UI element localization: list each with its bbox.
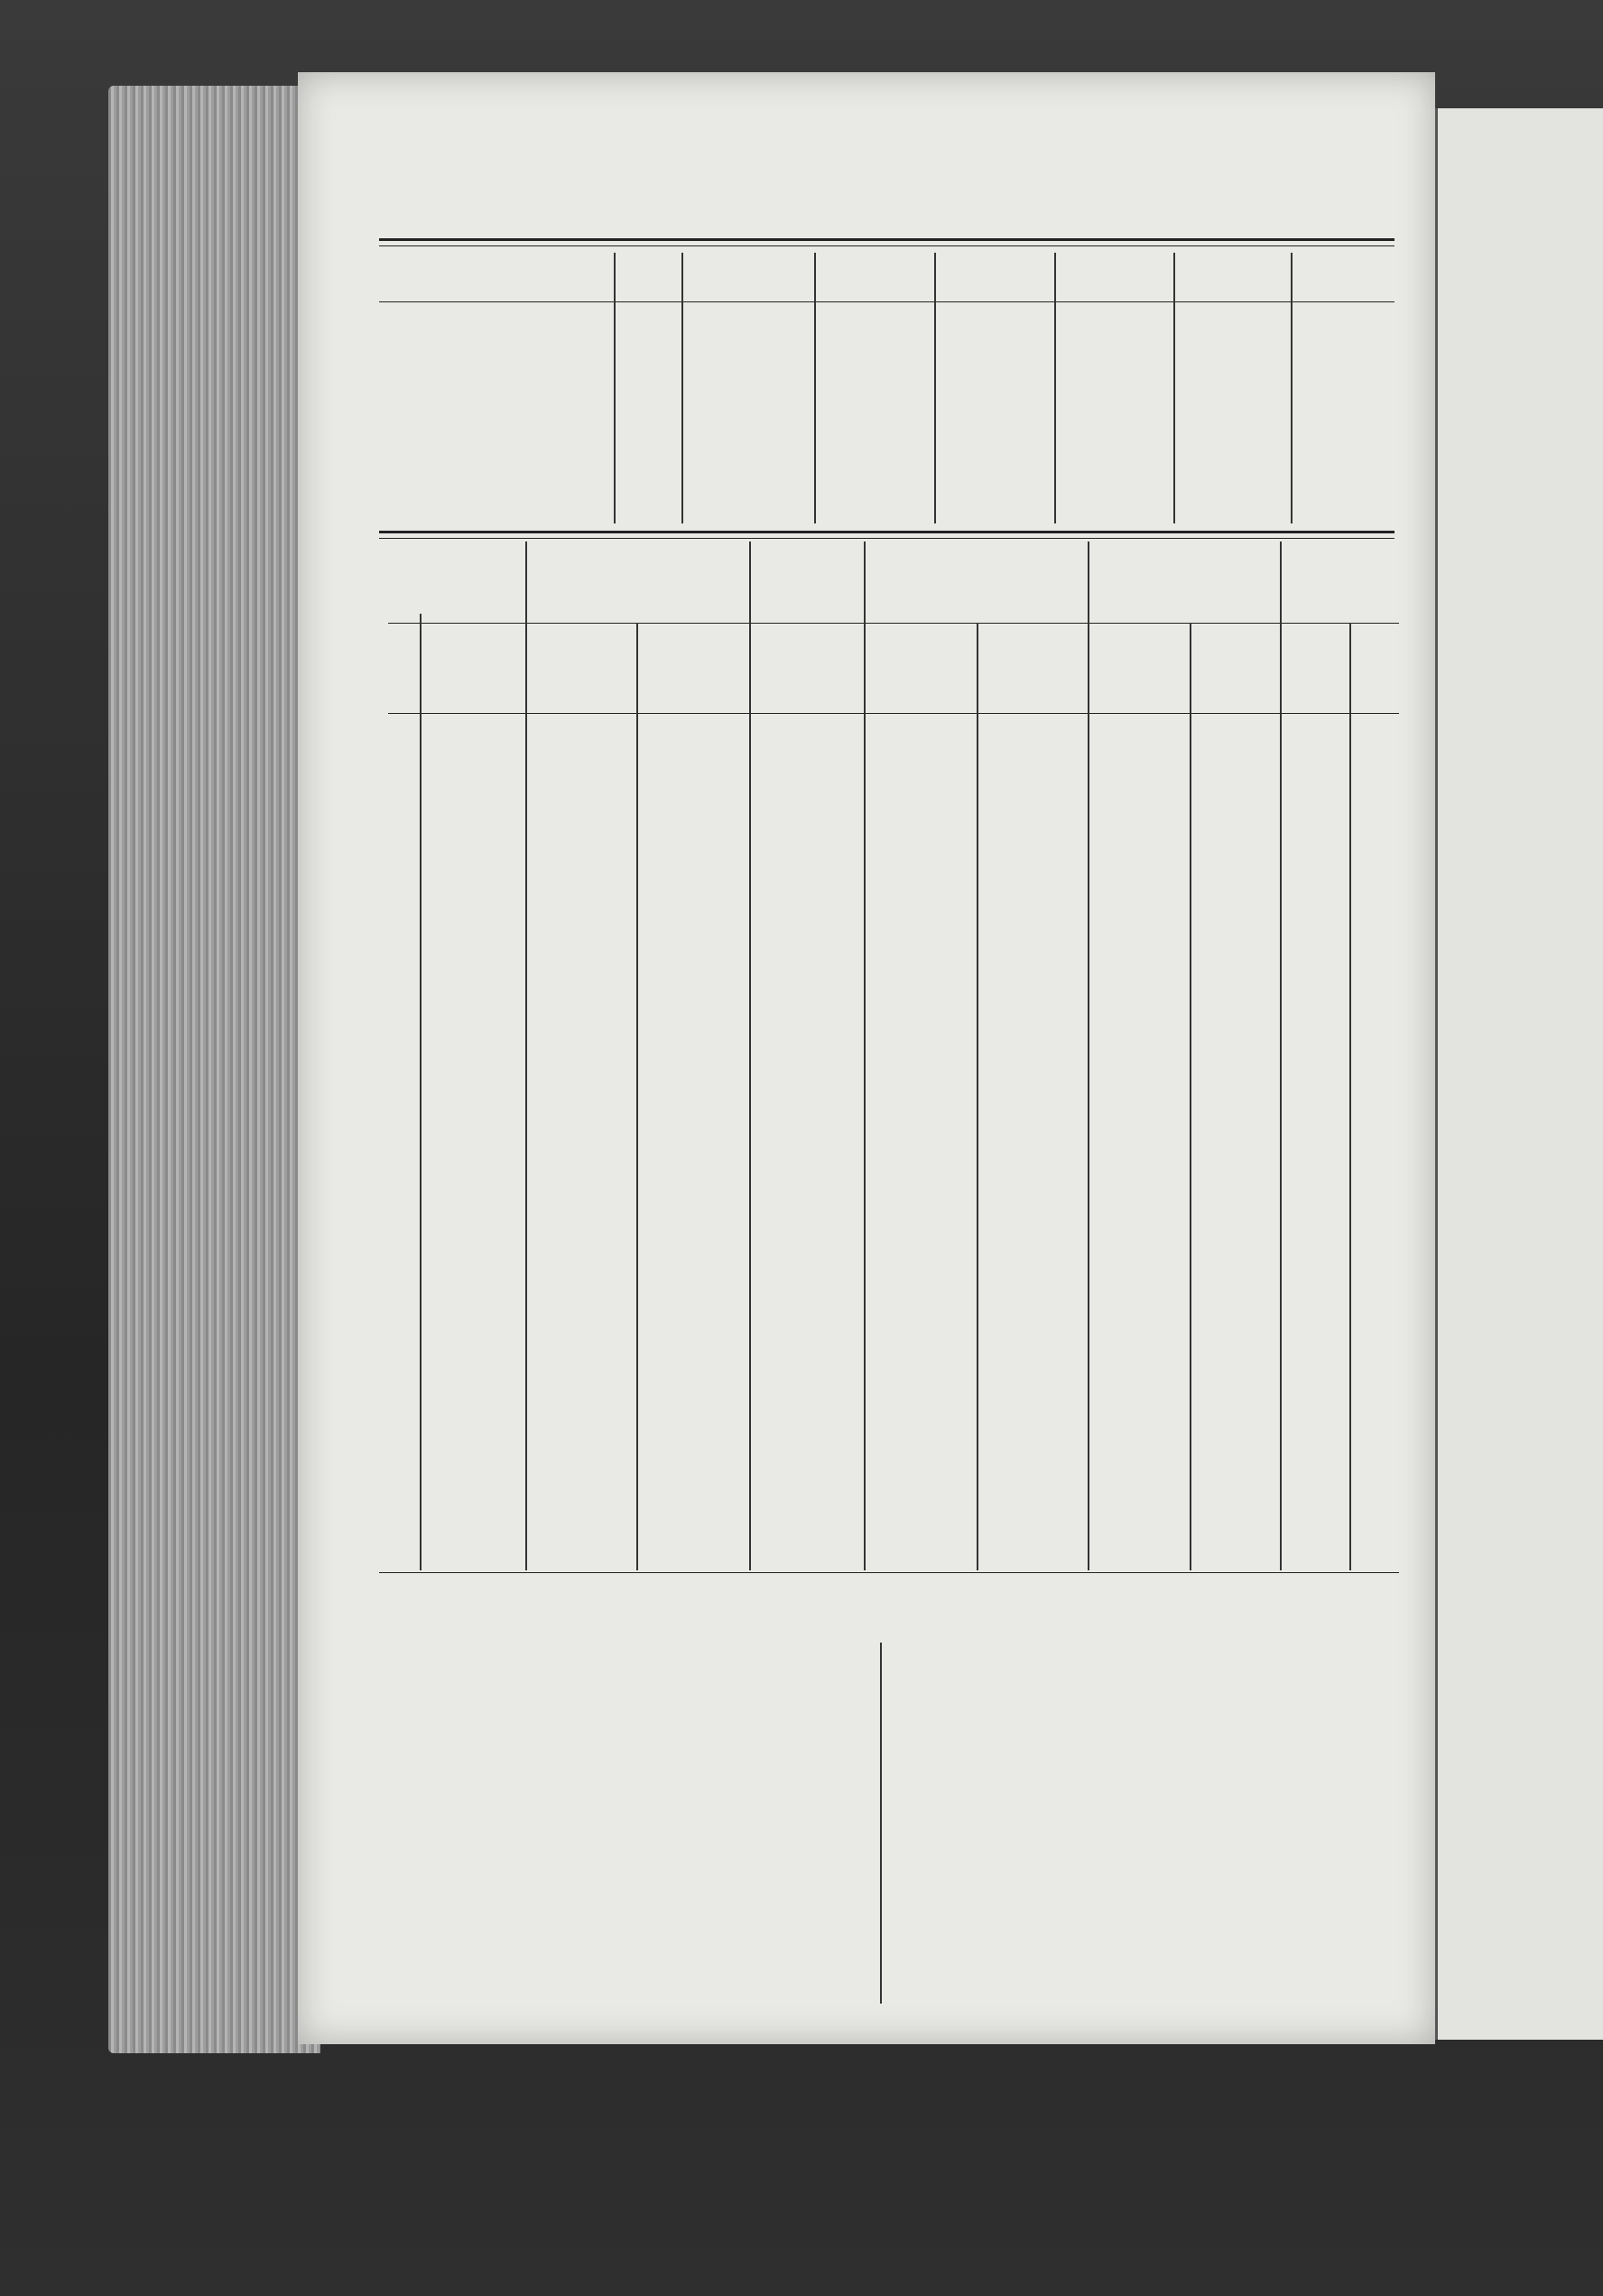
- rule: [420, 614, 422, 1570]
- rule: [1349, 623, 1351, 1570]
- rule: [388, 623, 1399, 624]
- rule: [1291, 253, 1293, 523]
- rule: [379, 1572, 1399, 1573]
- rule: [1190, 623, 1191, 1570]
- almanac-page: [298, 72, 1435, 2044]
- rule: [379, 238, 1395, 241]
- rule: [636, 623, 638, 1570]
- rule: [614, 253, 616, 523]
- rule: [525, 542, 527, 1570]
- rule: [379, 301, 1395, 302]
- rule: [1173, 253, 1175, 523]
- rule: [749, 542, 751, 1570]
- rule: [880, 1643, 882, 2004]
- rule: [864, 542, 866, 1570]
- rule: [379, 531, 1395, 533]
- rule: [681, 253, 683, 523]
- rule: [1280, 542, 1282, 1570]
- book-page-edges: [108, 86, 320, 2053]
- rule: [388, 713, 1399, 714]
- rule: [934, 253, 936, 523]
- rule: [1054, 253, 1056, 523]
- facing-page: [1435, 108, 1603, 2040]
- rule: [379, 245, 1395, 246]
- rule: [1088, 542, 1089, 1570]
- rule: [814, 253, 816, 523]
- rule: [379, 538, 1395, 539]
- rule: [977, 623, 978, 1570]
